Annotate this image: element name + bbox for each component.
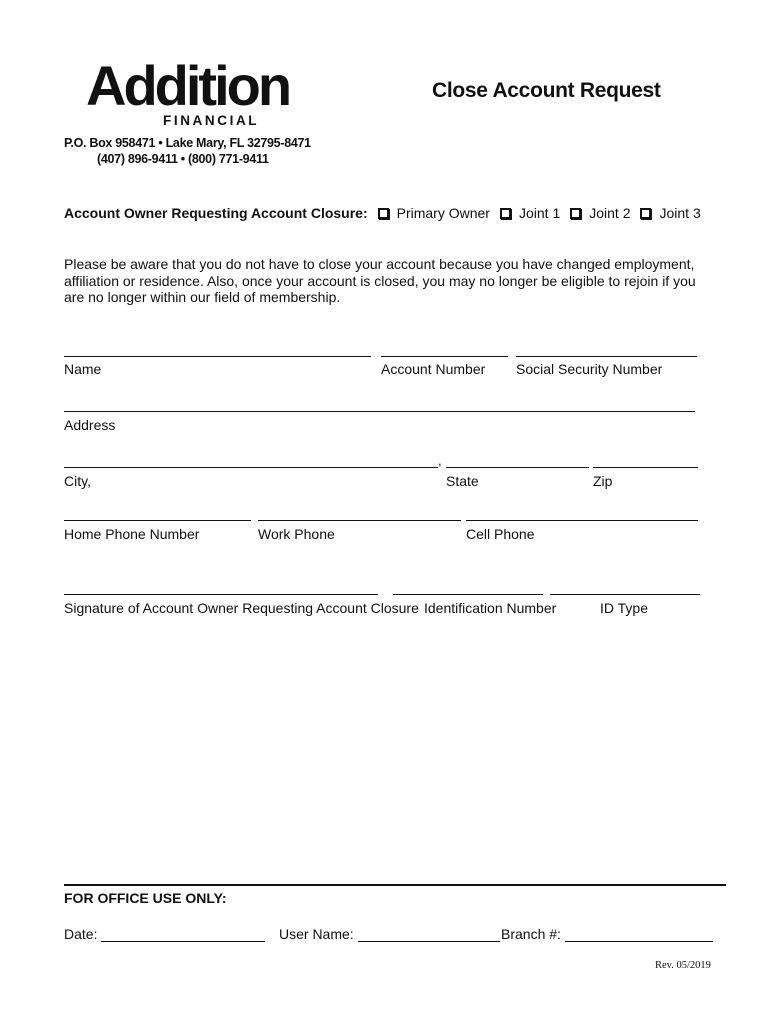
state-field[interactable] [446,467,589,468]
checkbox-primary-owner[interactable] [378,208,389,219]
state-label: State [446,473,479,489]
account-number-field[interactable] [381,356,508,357]
zip-field[interactable] [593,467,698,468]
name-field[interactable] [64,356,371,357]
office-date-field[interactable] [101,927,265,942]
owner-label: Account Owner Requesting Account Closure: [64,205,368,221]
ssn-label: Social Security Number [516,361,663,377]
address-line-1: P.O. Box 958471 • Lake Mary, FL 32795-8471 [64,136,311,150]
option-primary-owner: Primary Owner [396,205,490,221]
account-number-label: Account Number [381,361,486,377]
ssn-field[interactable] [516,356,697,357]
identification-number-field[interactable] [393,594,543,595]
office-username-group [279,926,500,942]
notice-paragraph: Please be aware that you do not have to close your account because you have changed employment, affiliation or residence. Also, once your account is closed, you may no longer be eligible to rejoin if you are no longer within our field of membership. [64,256,696,305]
zip-label: Zip [593,473,613,489]
office-use-title: FOR OFFICE USE ONLY: [64,890,227,906]
work-phone-field[interactable] [258,520,461,521]
office-username-label: User Name: [279,926,354,942]
office-divider [64,884,726,886]
cell-phone-field[interactable] [466,520,698,521]
city-label: City, [64,473,91,489]
cell-phone-label: Cell Phone [466,526,535,542]
option-joint-1: Joint 1 [518,205,561,221]
address-label: Address [64,417,116,433]
signature-field[interactable] [64,594,378,595]
checkbox-joint-2[interactable] [570,208,581,219]
revision-note: Rev. 05/2019 [655,960,711,971]
signature-label: Signature of Account Owner Requesting Account Closure [64,600,419,616]
city-field[interactable] [64,467,438,468]
checkbox-joint-1[interactable] [500,208,511,219]
identification-number-label: Identification Number [424,600,557,616]
address-line-2: (407) 896-9411 • (800) 771-9411 [97,152,269,166]
office-branch-field[interactable] [565,927,713,942]
office-username-field[interactable] [358,927,500,942]
office-branch-label: Branch #: [501,926,561,942]
address-field[interactable] [64,411,695,412]
id-type-label: ID Type [600,600,648,616]
logo-subtitle: FINANCIAL [163,113,260,128]
option-joint-2: Joint 2 [589,205,631,221]
logo-wordmark: Addition [86,54,290,117]
office-branch-group [501,926,713,942]
option-joint-3: Joint 3 [659,205,701,221]
id-type-field[interactable] [550,594,700,595]
home-phone-field[interactable] [64,520,251,521]
work-phone-label: Work Phone [258,526,335,542]
office-date-label: Date: [64,926,98,942]
page-title: Close Account Request [432,79,661,102]
name-label: Name [64,361,102,377]
home-phone-label: Home Phone Number [64,526,200,542]
checkbox-joint-3[interactable] [640,208,651,219]
owner-selection [64,205,709,221]
office-date-group [64,926,265,942]
city-comma: , [438,453,442,468]
